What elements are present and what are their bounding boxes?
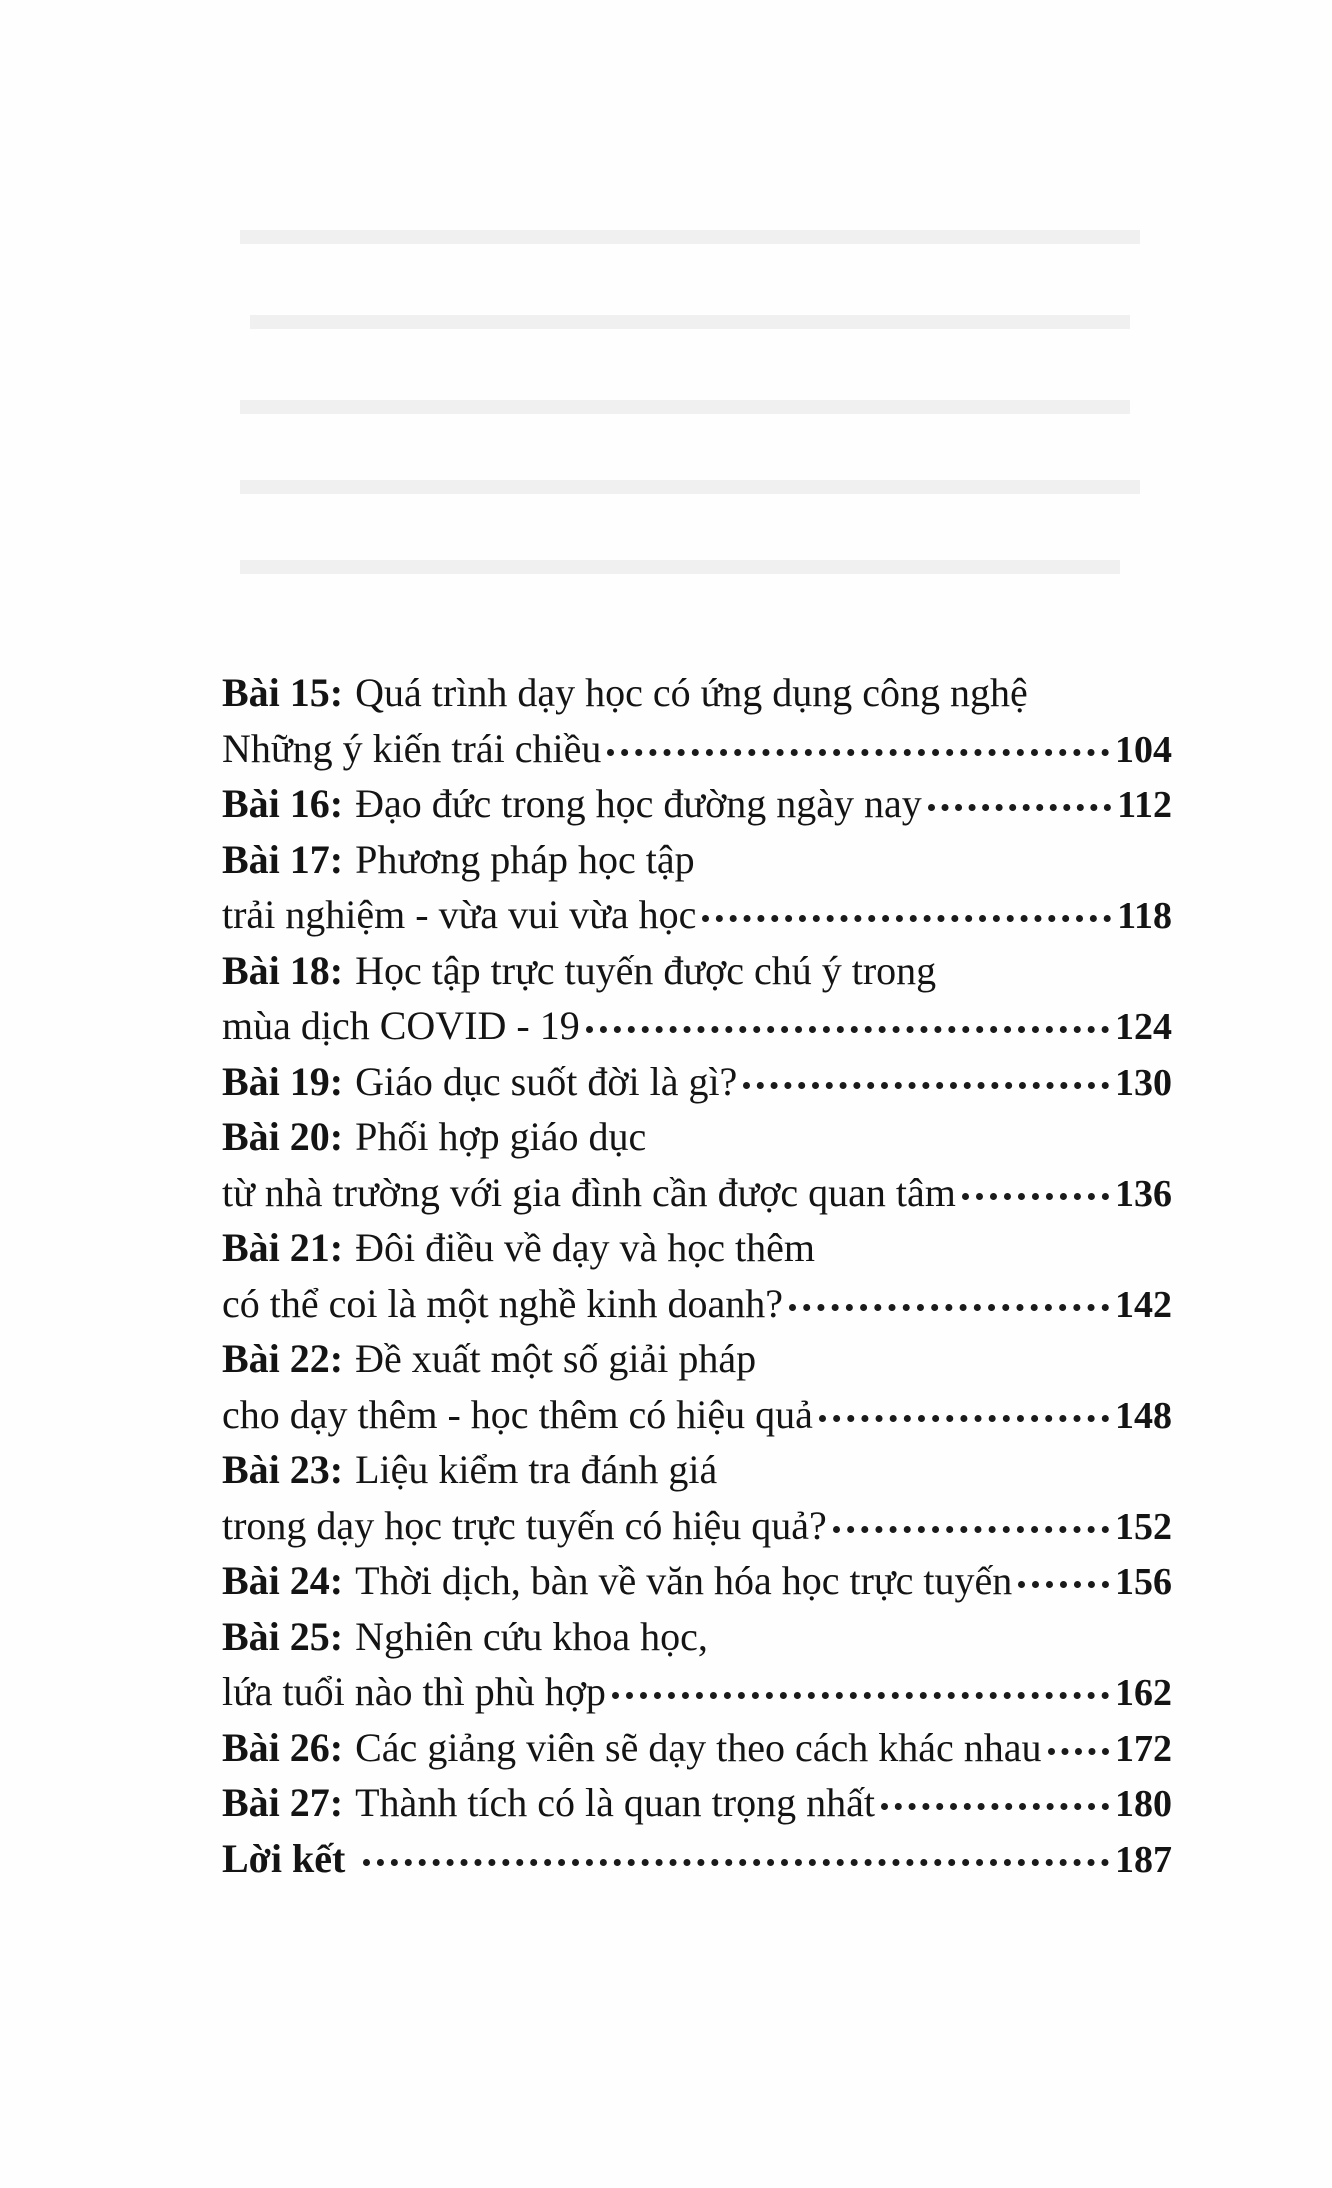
toc-entry-label: Bài 21: (222, 1225, 344, 1270)
toc-page-number: 187 (1115, 1838, 1172, 1881)
toc-entry-line (222, 1609, 1172, 1665)
dot-leader (819, 1415, 1109, 1422)
dot-leader (928, 804, 1111, 811)
toc-entry-line (222, 1831, 1172, 1887)
toc-entry-line (222, 1165, 1172, 1221)
toc-entry-title: Thời dịch, bàn về văn hóa học trực tuyến (355, 1558, 1013, 1603)
toc-entry-line (222, 1664, 1172, 1720)
toc-entry-line (222, 665, 1172, 721)
toc-entry-title: Giáo dục suốt đời là gì? (355, 1058, 738, 1104)
toc-entry-label: Bài 23: (222, 1447, 344, 1492)
toc-entry-label: Bài 27: (222, 1780, 344, 1825)
toc-entry-title: Thành tích có là quan trọng nhất (355, 1780, 875, 1825)
toc-page-number: 152 (1115, 1505, 1172, 1548)
toc-entry-line (222, 832, 1172, 888)
toc-page-number: 142 (1115, 1283, 1172, 1326)
table-of-contents (222, 665, 1172, 1886)
toc-page-number: 156 (1115, 1561, 1172, 1603)
dot-leader (833, 1526, 1109, 1533)
toc-entry-title: Nghiên cứu khoa học, (355, 1613, 708, 1659)
toc-entry-line (222, 1720, 1172, 1776)
toc-entry-line (222, 887, 1172, 943)
toc-page-number: 104 (1115, 728, 1172, 771)
toc-entry-line (222, 1553, 1172, 1609)
toc-entry-line (222, 1387, 1172, 1443)
toc-entry-continuation: trong dạy học trực tuyến có hiệu quả? (222, 1502, 827, 1548)
dot-leader (1048, 1748, 1109, 1755)
toc-entry-label: Bài 20: (222, 1114, 344, 1159)
toc-entry-continuation: từ nhà trường với gia đình cần được quan tâm (222, 1169, 956, 1215)
dot-leader (607, 749, 1109, 756)
toc-entry-line (222, 1109, 1172, 1165)
dot-leader (612, 1692, 1109, 1699)
toc-entry-line (222, 1331, 1172, 1387)
toc-entry-line (222, 1442, 1172, 1498)
toc-page-number: 162 (1115, 1672, 1172, 1714)
toc-entry-label: Lời kết (222, 1835, 346, 1881)
toc-entry-label: Bài 18: (222, 947, 344, 993)
toc-entry-label: Bài 26: (222, 1724, 344, 1770)
toc-entry-label: Bài 15: (222, 670, 344, 715)
toc-entry-line (222, 998, 1172, 1054)
toc-entry-title: Đôi điều về dạy và học thêm (355, 1225, 815, 1270)
dot-leader (881, 1803, 1109, 1810)
toc-entry-line (222, 1220, 1172, 1276)
toc-entry-line (222, 943, 1172, 999)
dot-leader (702, 915, 1111, 922)
toc-entry-continuation: Những ý kiến trái chiều (222, 725, 602, 771)
toc-page-number: 112 (1117, 784, 1172, 826)
toc-entry-title: Phối hợp giáo dục (355, 1114, 647, 1159)
toc-entry-continuation: lứa tuổi nào thì phù hợp (222, 1669, 606, 1714)
toc-entry-line (222, 1276, 1172, 1332)
toc-page-number: 118 (1117, 895, 1172, 937)
toc-entry-line (222, 1054, 1172, 1110)
toc-entry-continuation: mùa dịch COVID - 19 (222, 1003, 580, 1048)
toc-entry-continuation: cho dạy thêm - học thêm có hiệu quả (222, 1391, 813, 1437)
toc-entry-continuation: trải nghiệm - vừa vui vừa học (222, 892, 697, 937)
toc-entry-label: Bài 19: (222, 1058, 344, 1104)
toc-page-number: 148 (1115, 1394, 1172, 1437)
dot-leader (743, 1082, 1109, 1089)
toc-entry-label: Bài 24: (222, 1558, 344, 1603)
toc-entry-label: Bài 16: (222, 781, 344, 826)
toc-entry-line (222, 1498, 1172, 1554)
dot-leader (962, 1193, 1109, 1200)
toc-entry-line (222, 1775, 1172, 1831)
toc-entry-label: Bài 17: (222, 836, 344, 882)
toc-entry-line (222, 721, 1172, 777)
toc-page-number: 130 (1115, 1061, 1172, 1104)
toc-entry-line (222, 776, 1172, 832)
toc-page-number: 124 (1115, 1006, 1172, 1048)
dot-leader (1018, 1581, 1109, 1588)
dot-leader (363, 1859, 1109, 1866)
toc-entry-continuation: có thể coi là một nghề kinh doanh? (222, 1280, 783, 1326)
dot-leader (586, 1026, 1109, 1033)
toc-page-number: 136 (1115, 1172, 1172, 1215)
dot-leader (789, 1304, 1109, 1311)
toc-entry-title: Quá trình dạy học có ứng dụng công nghệ (355, 670, 1028, 715)
toc-entry-title: Đề xuất một số giải pháp (355, 1336, 757, 1381)
toc-entry-title: Học tập trực tuyến được chú ý trong (355, 947, 937, 993)
toc-entry-label: Bài 25: (222, 1613, 344, 1659)
toc-page-number: 180 (1115, 1783, 1172, 1825)
toc-entry-title: Phương pháp học tập (355, 836, 695, 882)
toc-entry-title: Các giảng viên sẽ dạy theo cách khác nhau (355, 1724, 1042, 1770)
toc-entry-title: Đạo đức trong học đường ngày nay (355, 781, 922, 826)
toc-entry-label: Bài 22: (222, 1336, 344, 1381)
toc-page-number: 172 (1115, 1727, 1172, 1770)
toc-entry-title: Liệu kiểm tra đánh giá (355, 1447, 718, 1492)
